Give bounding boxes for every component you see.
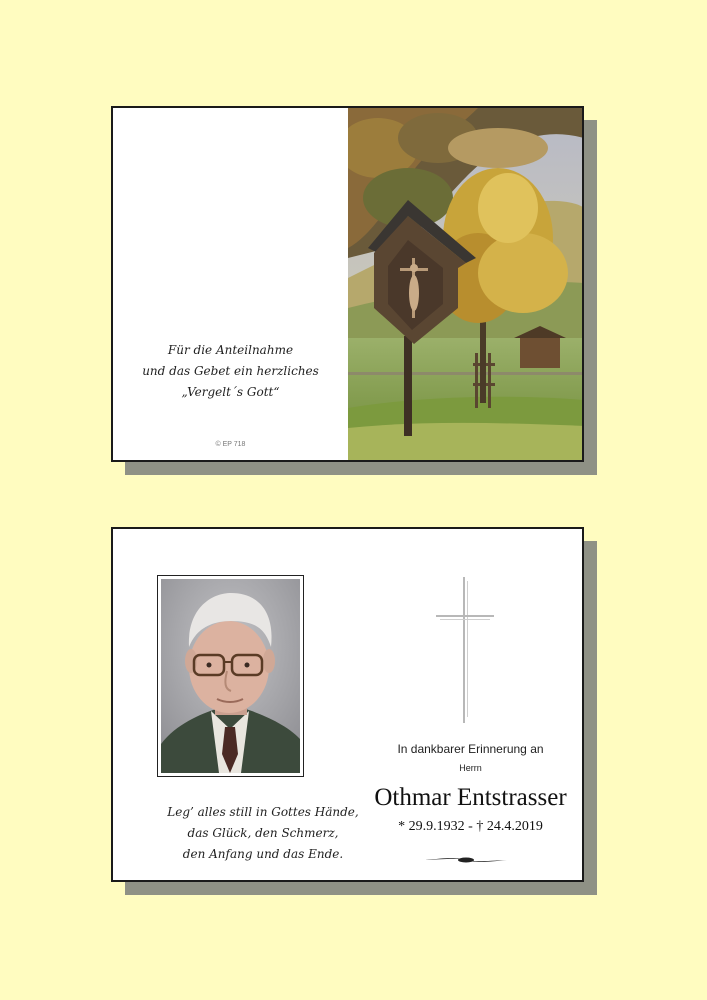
thanks-line-3: „Vergelt´s Gott“ bbox=[181, 385, 280, 399]
portrait-photo-frame bbox=[157, 575, 304, 777]
copyright-note: © EP 718 bbox=[215, 441, 246, 448]
verse-line-2: das Glück, den Schmerz, bbox=[187, 826, 339, 840]
ornament-divider-icon bbox=[425, 849, 507, 868]
front-card-text-panel bbox=[113, 108, 348, 460]
thanks-line-1: Für die Anteilnahme bbox=[167, 343, 294, 357]
prayer-card-front bbox=[111, 106, 584, 462]
wayside-cross-landscape-icon bbox=[348, 108, 584, 460]
honorific-text: Herrn bbox=[459, 763, 482, 773]
thanks-text bbox=[113, 340, 348, 403]
verse-line-1: Leg’ alles still in Gottes Hände, bbox=[167, 805, 359, 819]
remembrance-text: In dankbarer Erinnerung an bbox=[397, 742, 544, 756]
prayer-card-back bbox=[111, 527, 584, 882]
thanks-line-2: und das Gebet ein herzliches bbox=[142, 364, 319, 378]
portrait-photo-icon bbox=[161, 579, 300, 773]
landscape-photo bbox=[348, 108, 584, 460]
cross-icon bbox=[436, 577, 494, 727]
deceased-name: Othmar Entstrasser bbox=[374, 784, 567, 811]
life-dates: * 29.9.1932 - † 24.4.2019 bbox=[398, 819, 543, 834]
verse-line-3: den Anfang und das Ende. bbox=[182, 847, 344, 861]
